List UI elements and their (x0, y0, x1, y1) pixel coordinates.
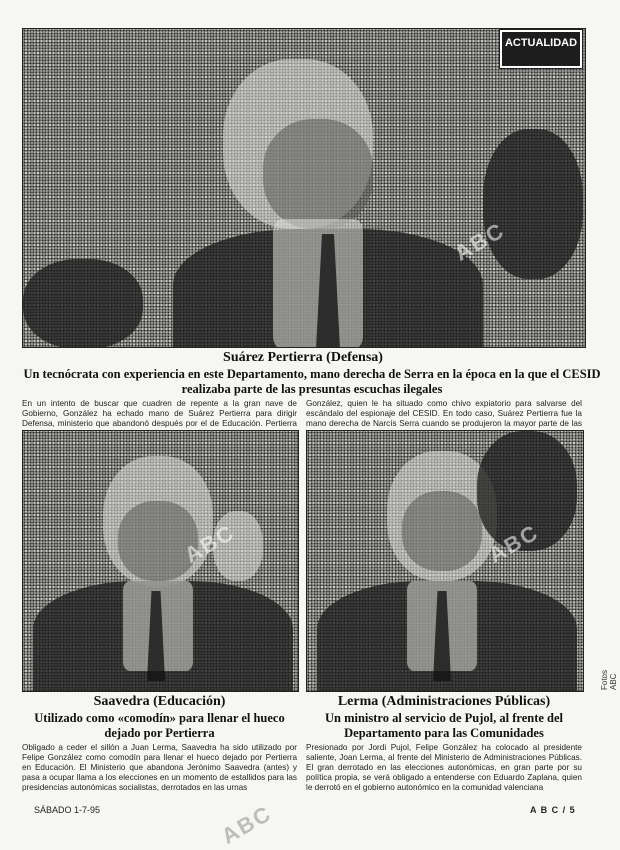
left-headline: Utilizado como «comodín» para llenar el hueco dejado por Pertierra (34, 711, 285, 740)
left-body: Obligado a ceder el sillón a Juan Lerma, Saavedra ha sido utilizado por Felipe González como comodín para llenar el hueco dejado por Pertierra en Educación. El Ministerio que abandona Jerónimo Saavedra (antes) y pasa a ocupar llama a los elecciones en un momento de estallidos para las presidencias autonómicas socialistas, derrotados en las urnas (22, 743, 297, 792)
photo-credit: Fotos ABC (600, 669, 618, 690)
top-caption-title: Suárez Pertierra (Defensa) (223, 350, 383, 365)
left-photo (22, 430, 299, 692)
right-headline: Un ministro al servicio de Pujol, al frente del Departamento para las Comunidades (324, 711, 564, 740)
top-column-right: González, quien le ha situado como chivo expiatorio para salvarse del escándalo del espionaje del CESID. En todo caso, Suárez Pertierra fue la mano derecha de Narcís Serra cuando se produjeron la mayor parte de las (306, 399, 582, 428)
footer-page: A B C / 5 (530, 805, 576, 815)
right-body: Presionado por Jordi Pujol, Felipe González ha colocado al presidente saliente, Joan Lerma, al frente del Ministerio de Administraciones Públicas. El gran derrotado en las elecciones autonómicas, en gran parte por su política propia, se verá obligado a entenderse con Eduardo Zaplana, quien le derrotó en el gobierno autonómico en la comunidad valenciana (306, 743, 582, 792)
right-caption-title: Lerma (Administraciones Públicas) (337, 694, 551, 709)
top-photo (22, 28, 586, 348)
top-headline: Un tecnócrata con experiencia en este Departamento, mano derecha de Serra en la época en la que el CESID realizaba parte de las presuntas escuchas ilegales (23, 367, 601, 396)
right-photo (306, 430, 584, 692)
watermark: ABC (450, 217, 510, 266)
left-caption-title: Saavedra (Educación) (93, 694, 226, 709)
section-badge-label: ACTUALIDAD (504, 37, 578, 49)
section-badge (500, 30, 582, 68)
watermark-left: ABC (180, 519, 240, 568)
watermark-right: ABC (484, 519, 544, 568)
watermark-footer: ABC (217, 800, 277, 849)
top-column-left: En un intento de buscar que cuadren de repente a la gran nave de Gobierno, González ha echado mano de Suárez Pertierra para dirigir Defensa, ministerio que abandonó después por el de Educación. Pertierra (22, 399, 297, 428)
footer-date: SÁBADO 1-7-95 (34, 805, 101, 815)
